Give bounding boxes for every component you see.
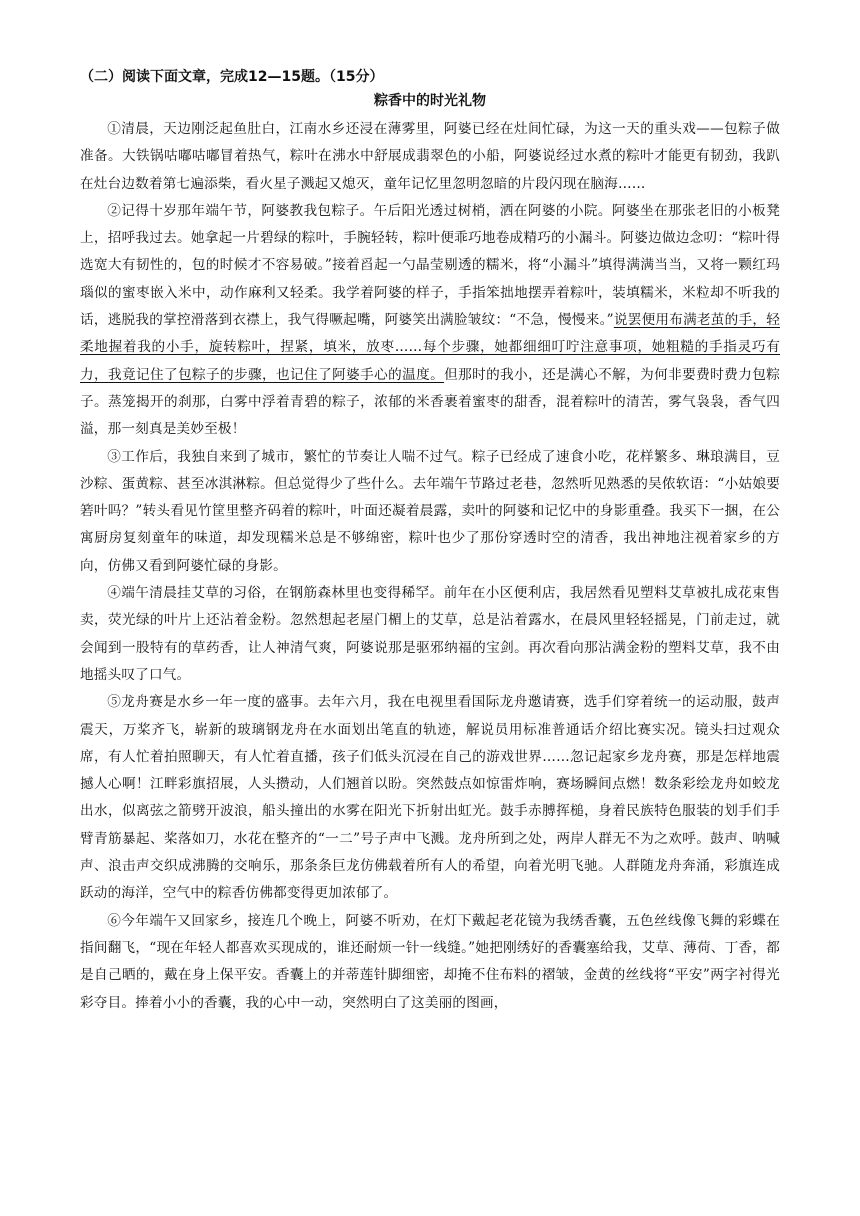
underlined-sentence: 说罢便用布满老茧的手，轻柔地握着我的小手，旋转粽叶，捏紧，填米，放枣……每个步骤，她都细细叮咛注意事项，她粗糙的手指灵巧有力，我竟记住了包粽子的步骤，也记住了阿婆手心的温度。: [80, 312, 780, 383]
paragraph-1: ①清晨，天边刚泛起鱼肚白，江南水乡还浸在薄雾里，阿婆已经在灶间忙碌，为这一天的重头戏——包粽子做准备。大铁锅咕嘟咕嘟冒着热气，粽叶在沸水中舒展成翡翠色的小船，阿婆说经过水煮的粽叶才能更有韧劲，我趴在灶台边数着第七遍添柴，看火星子溅起又熄灭，童年记忆里忽明忽暗的片段闪现在脑海……: [80, 121, 780, 192]
paragraph-5: ⑤龙舟赛是水乡一年一度的盛事。去年六月，我在电视里看国际龙舟邀请赛，选手们穿着统一的运动服，鼓声震天，万桨齐飞，崭新的玻璃钢龙舟在水面划出笔直的轨迹，解说员用标准普通话介绍比赛实况。镜头扫过观众席，有人忙着拍照聊天，有人忙着直播，孩子们低头沉浸在自己的游戏世界……忽记起家乡龙舟赛，那是怎样地震撼人心啊！江畔彩旗招展，人头攒动，人们翘首以盼。突然鼓点如惊雷炸响，赛场瞬间点燃！数条彩绘龙舟如蛟龙出水，似离弦之箭劈开波浪，船头撞出的水雾在阳光下折射出虹光。鼓手赤膊挥槌，身着民族特色服装的划手们手臂青筋暴起、桨落如刀，水花在整齐的“一二”号子声中飞溅。龙舟所到之处，两岸人群无不为之欢呼。鼓声、呐喊声、浪击声交织成沸腾的交响乐，那条条巨龙仿佛载着所有人的希望，向着光明飞驰。人群随龙舟奔涌，彩旗连成跃动的海洋，空气中的粽香仿佛都变得更加浓郁了。: [80, 694, 780, 902]
article-body: [80, 116, 780, 1017]
paragraph-2-after: 但那时的我小，还是满心不解，为何非要费时费力包粽子。蒸笼揭开的刹那，白雾中浮着青碧的粽子，浓郁的米香裹着蜜枣的甜香，混着粽叶的清苦，雾气袅袅，香气四溢，那一刻真是美妙至极！: [80, 366, 780, 438]
article-title: 粽香中的时光礼物: [374, 93, 486, 109]
paragraph-2-before: ②记得十岁那年端午节，阿婆教我包粽子。午后阳光透过树梢，洒在阿婆的小院。阿婆坐在那张老旧的小板凳上，招呼我过去。她拿起一片碧绿的粽叶，手腕轻转，粽叶便乖巧地卷成精巧的小漏斗。阿婆边做边念叨：“粽叶得选宽大有韧性的，包的时候才不容易破。”接着舀起一勺晶莹剔透的糯米，将“小漏斗”填得满满当当，又将一颗红玛瑙似的蜜枣嵌入米中，动作麻利又轻柔。我学着阿婆的样子，手指笨拙地摆弄着粽叶，装填糯米，米粒却不听我的话，逃脱我的掌控滑落到衣襟上，我气得噘起嘴，阿婆笑出满脸皱纹：“不急，慢慢来。”: [80, 202, 780, 329]
paragraph-4: ④端午清晨挂艾草的习俗，在钢筋森林里也变得稀罕。前年在小区便利店，我居然看见塑料艾草被扎成花束售卖，荧光绿的叶片上还沾着金粉。忽然想起老屋门楣上的艾草，总是沾着露水，在晨风里轻轻摇晃，门前走过，就会闻到一股特有的草药香，让人神清气爽，阿婆说那是驱邪纳福的宝剑。再次看向那沾满金粉的塑料艾草，我不由地摇头叹了口气。: [80, 585, 780, 683]
section-heading: （二）阅读下面文章，完成12—15题。（15分）: [80, 69, 384, 85]
paragraph-3: ③工作后，我独自来到了城市，繁忙的节奏让人喘不过气。粽子已经成了速食小吃，花样繁多、琳琅满目，豆沙粽、蛋黄粽、甚至冰淇淋粽。但总觉得少了些什么。去年端午节路过老巷，忽然听见熟悉的吴侬软语：“小姑娘要箬叶吗？”转头看见竹筐里整齐码着的粽叶，叶面还凝着晨露，卖叶的阿婆和记忆中的身影重叠。我买下一捆，在公寓厨房复刻童年的味道，却发现糯米总是不够绵密，粽叶也少了那份穿透时空的清香，我出神地注视着家乡的方向，仿佛又看到阿婆忙碌的身影。: [80, 448, 780, 574]
paragraph-6: ⑥今年端午又回家乡，接连几个晚上，阿婆不听劝，在灯下戴起老花镜为我绣香囊，五色丝线像飞舞的彩蝶在指间翻飞，“现在年轻人都喜欢买现成的，谁还耐烦一针一线缝。”她把刚绣好的香囊塞给我，艾草、薄荷、丁香，都是自己晒的，戴在身上保平安。香囊上的并蒂莲针脚细密，却掩不住布料的褶皱，金黄的丝线将“平安”两字衬得光彩夺目。捧着小小的香囊，我的心中一动，突然明白了这美丽的图画，: [80, 912, 780, 1011]
paragraph-2: [80, 198, 780, 444]
